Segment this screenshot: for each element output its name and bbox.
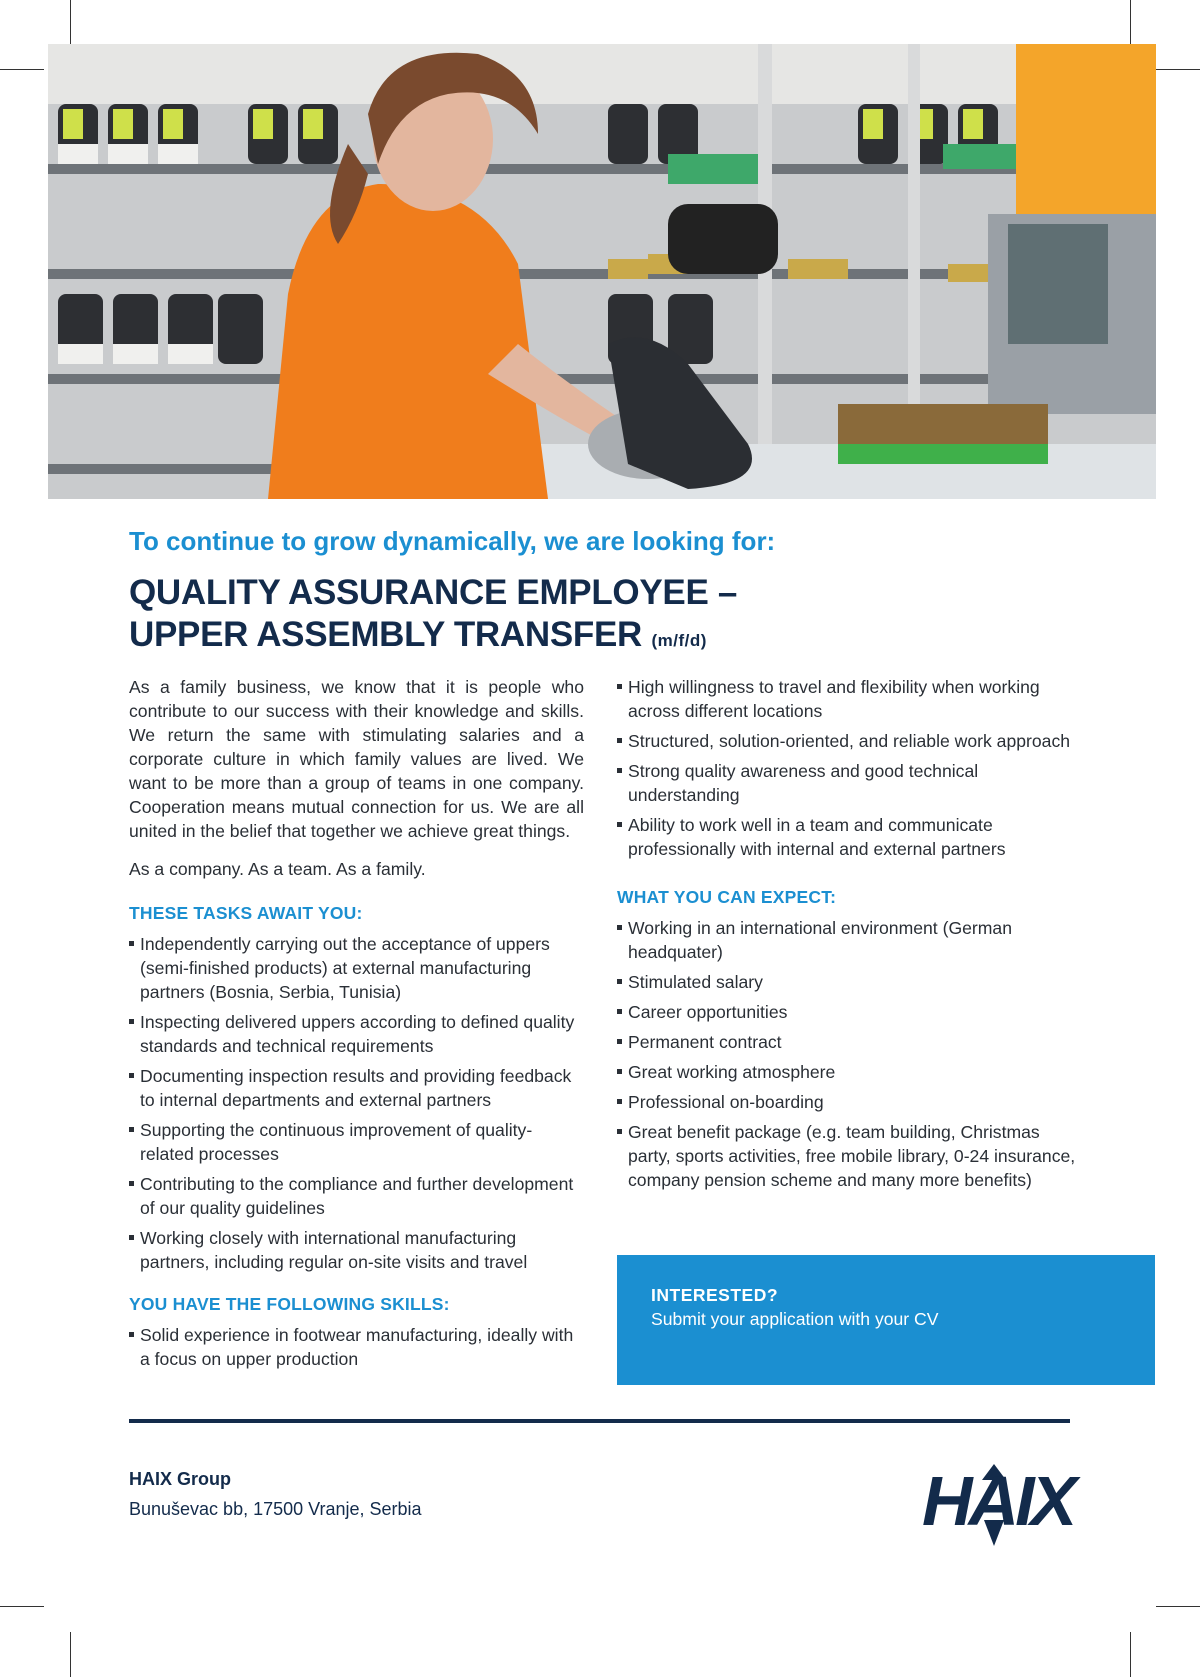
- benefit-item: Great working atmosphere: [617, 1060, 1077, 1084]
- intro-paragraph: As a family business, we know that it is people who contribute to our success with their knowledge and skills. We return the same with stimulating salaries and a corporate culture in which family values are lived. We want to be more than a group of teams in one company. Cooperation means mutual connection for us. We are all united in the belief that together we achieve great things.: [129, 677, 584, 841]
- left-column: [129, 675, 584, 1377]
- expect-heading: WHAT YOU CAN EXPECT:: [617, 887, 837, 907]
- skill-item: Ability to work well in a team and communicate professionally with internal and external partners: [617, 813, 1077, 861]
- task-item: Working closely with international manufacturing partners, including regular on-site visits and travel: [129, 1226, 584, 1274]
- benefit-item: Great benefit package (e.g. team building, Christmas party, sports activities, free mobile library, 0-24 insurance, company pension scheme and many more benefits): [617, 1120, 1077, 1192]
- company-address: Bunuševac bb, 17500 Vranje, Serbia: [129, 1499, 422, 1519]
- crop-mark: [70, 1632, 71, 1677]
- crop-mark: [1130, 1632, 1131, 1677]
- skills-list-right: [617, 675, 1077, 861]
- task-item: Independently carrying out the acceptance of uppers (semi-finished products) at external manufacturing partners (Bosnia, Serbia, Tunisia): [129, 932, 584, 1004]
- logo-wordmark: HAIX: [922, 1462, 1074, 1540]
- crop-mark: [0, 69, 44, 70]
- task-item: Inspecting delivered uppers according to defined quality standards and technical requirements: [129, 1010, 584, 1058]
- tasks-heading: THESE TASKS AWAIT YOU:: [129, 903, 363, 923]
- right-column: [617, 675, 1077, 1198]
- skills-list-left: [129, 1323, 584, 1371]
- job-title-line2-text: UPPER ASSEMBLY TRANSFER: [129, 615, 643, 654]
- benefit-item: Permanent contract: [617, 1030, 1077, 1054]
- apply-callout-text: Submit your application with your CV: [651, 1309, 939, 1329]
- benefit-item: Working in an international environment (German headquater): [617, 916, 1077, 964]
- benefit-item: Professional on-boarding: [617, 1090, 1077, 1114]
- expect-list: [617, 916, 1077, 1192]
- benefit-item: Career opportunities: [617, 1000, 1077, 1024]
- motto: As a company. As a team. As a family.: [129, 859, 426, 879]
- skill-item: High willingness to travel and flexibility when working across different locations: [617, 675, 1077, 723]
- benefit-item: Stimulated salary: [617, 970, 1077, 994]
- job-title-line2: [129, 614, 737, 662]
- skill-item: Strong quality awareness and good technical understanding: [617, 759, 1077, 807]
- haix-logo: [922, 1460, 1082, 1550]
- crop-mark: [1156, 69, 1200, 70]
- task-item: Documenting inspection results and providing feedback to internal departments and external partners: [129, 1064, 584, 1112]
- job-title: [129, 572, 737, 662]
- hero-photo: [48, 44, 1156, 499]
- subheadline: To continue to grow dynamically, we are looking for:: [129, 526, 776, 556]
- company-name: HAIX Group: [129, 1469, 231, 1489]
- skill-item: Solid experience in footwear manufacturing, ideally with a focus on upper production: [129, 1323, 584, 1371]
- apply-callout[interactable]: [617, 1255, 1155, 1385]
- tasks-list: [129, 932, 584, 1274]
- apply-callout-heading: INTERESTED?: [651, 1285, 779, 1305]
- crop-mark: [0, 1606, 44, 1607]
- task-item: Supporting the continuous improvement of quality-related processes: [129, 1118, 584, 1166]
- crop-mark: [1156, 1606, 1200, 1607]
- task-item: Contributing to the compliance and further development of our quality guidelines: [129, 1172, 584, 1220]
- footer-divider: [129, 1419, 1070, 1423]
- skills-heading: YOU HAVE THE FOLLOWING SKILLS:: [129, 1294, 450, 1314]
- gender-suffix: (m/f/d): [651, 631, 707, 650]
- job-title-line1: QUALITY ASSURANCE EMPLOYEE –: [129, 573, 738, 612]
- skill-item: Structured, solution-oriented, and reliable work approach: [617, 729, 1077, 753]
